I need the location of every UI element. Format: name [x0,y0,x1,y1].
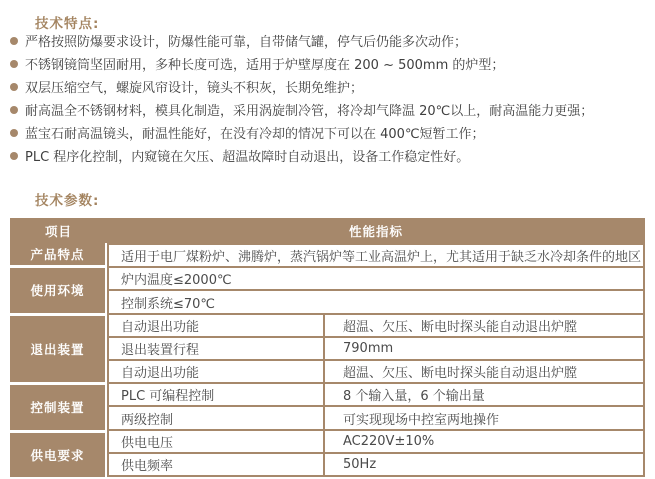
spec-param-cell: 退出装置行程 [109,338,325,359]
spec-param-cell: 供电电压 [109,431,325,452]
spec-param-cell: PLC 可编程控制 [109,384,325,405]
bullet-icon [10,60,18,68]
bullet-icon [10,37,18,45]
feature-text: 蓝宝石耐高温镜头，耐温性能好，在没有冷却的情况下可以在 400℃短暂工作； [25,127,485,142]
features-section-heading: 技术特点: [35,16,100,32]
feature-text: PLC 程序化控制，内窥镜在欠压、超温故障时自动退出，设备工作稳定性好。 [25,150,470,165]
category-cell-retract-device: 退出装置 [10,316,105,383]
table-row [107,338,645,361]
bullet-icon [10,83,18,91]
feature-item [10,75,593,98]
params-section-heading: 技术参数: [35,193,100,209]
feature-text: 双层压缩空气，螺旋风帘设计，镜头不积灰，长期免维护； [25,81,364,96]
table-row [107,407,645,430]
bullet-icon [10,129,18,137]
category-cell-product-features: 产品特点 [10,243,105,265]
table-row [107,243,645,268]
bullet-icon [10,106,18,114]
spec-value-cell: 50Hz [343,456,377,472]
table-header-indicator: 性能指标 [348,223,403,239]
table-row [107,268,645,291]
table-row [107,454,645,477]
spec-value-cell: 超温、欠压、断电时探头能自动退出炉膛 [343,366,578,382]
feature-item [10,144,593,167]
feature-item [10,52,593,75]
spec-value-cell: 控制系统≤70℃ [121,296,216,312]
feature-item [10,121,593,144]
features-list [10,29,593,167]
table-header-row [10,218,645,243]
spec-value-cell: 8 个输入量，6 个输出量 [343,389,485,405]
specs-table [10,218,645,477]
spec-value-cell: 适用于电厂煤粉炉、沸腾炉，蒸汽锅炉等工业高温炉上，尤其适用于缺乏水冷却条件的地区 [121,250,642,266]
table-row [107,291,645,314]
spec-value-cell: 超温、欠压、断电时探头能自动退出炉膛 [343,319,578,335]
spec-param-cell: 自动退出功能 [109,361,325,382]
category-cell-environment: 使用环境 [10,268,105,312]
spec-param-cell: 两级控制 [109,407,325,428]
spec-value-cell: 可实现现场中控室两地操作 [343,412,500,428]
table-header-item: 项目 [44,223,72,239]
spec-value-cell: AC220V±10% [343,433,435,449]
data-column [107,243,645,477]
category-column [10,243,105,477]
spec-param-cell: 供电频率 [109,454,325,475]
feature-text: 不锈钢镜筒坚固耐用，多种长度可选，适用于炉壁厚度在 200 ~ 500mm 的炉型； [25,58,505,73]
category-cell-control-device: 控制装置 [10,385,105,429]
category-cell-power-requirements: 供电要求 [10,433,105,477]
table-row [107,384,645,407]
spec-value-cell: 790mm [343,340,394,356]
feature-text: 严格按照防爆要求设计，防爆性能可靠，自带储气罐，停气后仍能多次动作； [25,35,468,50]
feature-item [10,98,593,121]
table-row [107,361,645,384]
table-row [107,315,645,338]
feature-text: 耐高温全不锈钢材料，模具化制造，采用涡旋制冷管，将冷却气降温 20℃以上，耐高温能力更强； [25,104,594,119]
feature-item [10,29,593,52]
bullet-icon [10,152,18,160]
spec-param-cell: 自动退出功能 [109,315,325,336]
spec-value-cell: 炉内温度≤2000℃ [121,273,232,289]
table-row [107,431,645,454]
table-body [10,243,645,477]
